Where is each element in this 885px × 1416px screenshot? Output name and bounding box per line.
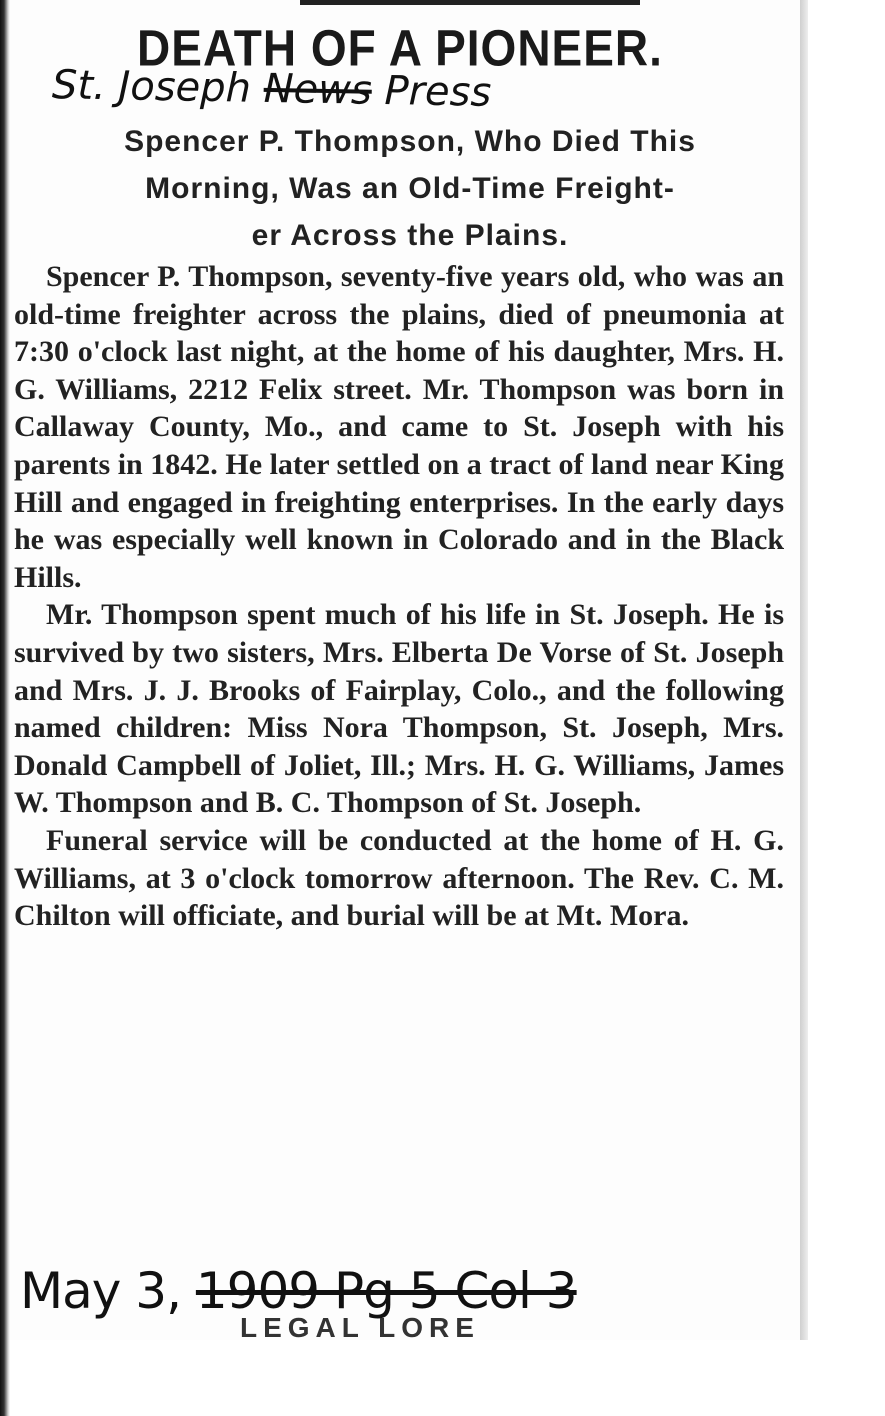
top-column-rule xyxy=(300,0,640,5)
subhead-line: Morning, Was an Old-Time Freight- xyxy=(145,172,675,205)
handwritten-source-note xyxy=(52,62,492,116)
scan-border-right xyxy=(800,0,808,1340)
article-paragraph: Spencer P. Thompson, seventy-five years old, who was an old-time freighter across the plains, died of pneumonia at 7:30 o'clock last night, at the home of his daughter, Mrs. H. G. Williams, 2212 Felix street. Mr. Thompson was born in Callaway County, Mo., and came to St. Joseph with his parents in 1842. He later settled on a tract of land near King Hill and engaged in freighting enterprises. In the early days he was especially well known in Colorado and in the Black Hills. xyxy=(14,260,784,594)
source-note-text-2: Press xyxy=(371,67,492,116)
source-note-struck-text: News xyxy=(263,65,373,114)
date-note-text: May 3, xyxy=(20,1262,196,1320)
source-note-text: St. Joseph xyxy=(51,62,265,112)
subhead-line: Spencer P. Thompson, Who Died This xyxy=(124,125,696,158)
subhead-line: er Across the Plains. xyxy=(251,219,569,252)
article-paragraph: Mr. Thompson spent much of his life in St. Joseph. He is survived by two sisters, Mrs. Elberta De Vorse of St. Joseph and Mrs. J. J. Brooks of Fairplay, Colo., and the following named children: Miss Nora Thompson, St. Joseph, Mrs. Donald Campbell of Joliet, Ill.; Mrs. H. G. Williams, James W. Thompson and B. C. Thompson of St. Joseph. xyxy=(14,598,784,820)
article-paragraph: Funeral service will be conducted at the home of H. G. Williams, at 3 o'clock tomorrow afternoon. The Rev. C. M. Chilton will officiate, and burial will be at Mt. Mora. xyxy=(14,823,784,933)
headline: DEATH OF A PIONEER. xyxy=(137,19,663,77)
date-note-struck-text: 1909 Pg 5 Col 3 xyxy=(195,1262,577,1320)
footer-caption: LEGAL LORE xyxy=(240,1312,480,1338)
scan-border-left xyxy=(0,0,10,1416)
article-body xyxy=(14,258,784,935)
subheadline xyxy=(20,118,800,259)
